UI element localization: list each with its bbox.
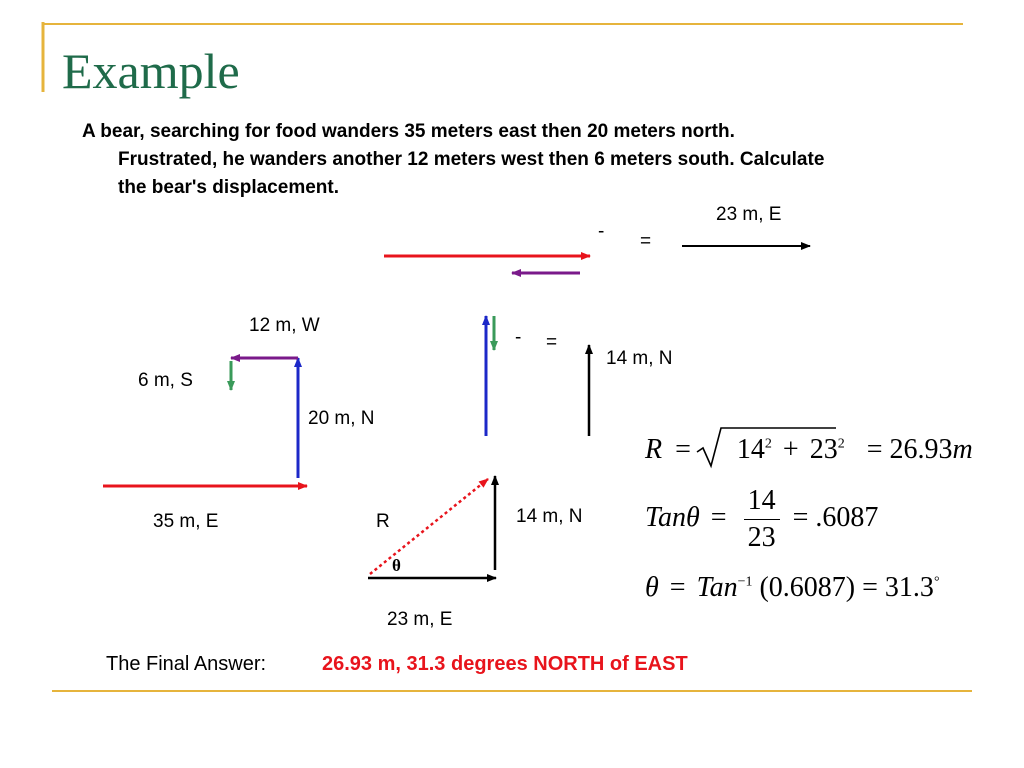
eq3-deg: ° — [933, 574, 940, 590]
north-result-label: 14 m, N — [606, 348, 673, 369]
eq1-equals: = — [675, 434, 691, 465]
equation-magnitude — [645, 434, 973, 466]
eq2-numerator: 14 — [744, 483, 780, 520]
eq1-result: = 26.93 — [866, 434, 953, 465]
equals-sign-1: = — [640, 231, 652, 252]
equation-angle — [645, 572, 940, 604]
slide-title: Example — [62, 43, 240, 99]
minus-sign-1: - — [598, 221, 605, 242]
eq1-unit: m — [952, 434, 973, 465]
problem-line-1: A bear, searching for food wanders 35 meters east then 20 meters north. — [82, 121, 735, 142]
eq2-equals: = — [710, 501, 727, 533]
eq3-theta: θ — [645, 572, 659, 603]
minus-sign-2: - — [515, 327, 522, 348]
eq2-lhs: Tanθ — [645, 501, 700, 533]
north-20-label: 20 m, N — [308, 408, 375, 429]
final-answer-label: The Final Answer: — [106, 653, 267, 675]
triangle-east-label: 23 m, E — [387, 609, 453, 630]
eq2-fraction — [744, 483, 780, 556]
eq3-equals: = — [669, 572, 686, 603]
equals-sign-2: = — [546, 332, 558, 353]
eq1-b: 23 — [809, 434, 838, 465]
eq1-a: 14 — [736, 434, 765, 465]
eq2-denominator: 23 — [747, 522, 776, 553]
equation-tangent — [645, 483, 878, 556]
theta-angle-label: θ — [392, 556, 401, 575]
eq1-plus: + — [782, 434, 799, 465]
east-result-label: 23 m, E — [716, 204, 782, 225]
problem-line-3: the bear's displacement. — [118, 177, 339, 198]
eq2-result: = .6087 — [792, 501, 879, 533]
west-label: 12 m, W — [249, 315, 320, 336]
eq3-fn: Tan — [696, 572, 738, 603]
eq1-b-exp: 2 — [837, 436, 845, 452]
eq3-arg: (0.6087) = 31.3 — [759, 572, 934, 603]
eq1-a-exp: 2 — [764, 436, 772, 452]
eq3-exp: −1 — [737, 574, 753, 590]
south-label: 6 m, S — [138, 370, 193, 391]
eq1-r: R — [645, 434, 663, 465]
final-answer-value: 26.93 m, 31.3 degrees NORTH of EAST — [322, 653, 688, 675]
problem-line-2: Frustrated, he wanders another 12 meters west then 6 meters south. Calculate — [118, 149, 825, 170]
resultant-label: R — [376, 511, 390, 532]
triangle-north-label: 14 m, N — [516, 506, 583, 527]
east-35-label: 35 m, E — [153, 511, 219, 532]
